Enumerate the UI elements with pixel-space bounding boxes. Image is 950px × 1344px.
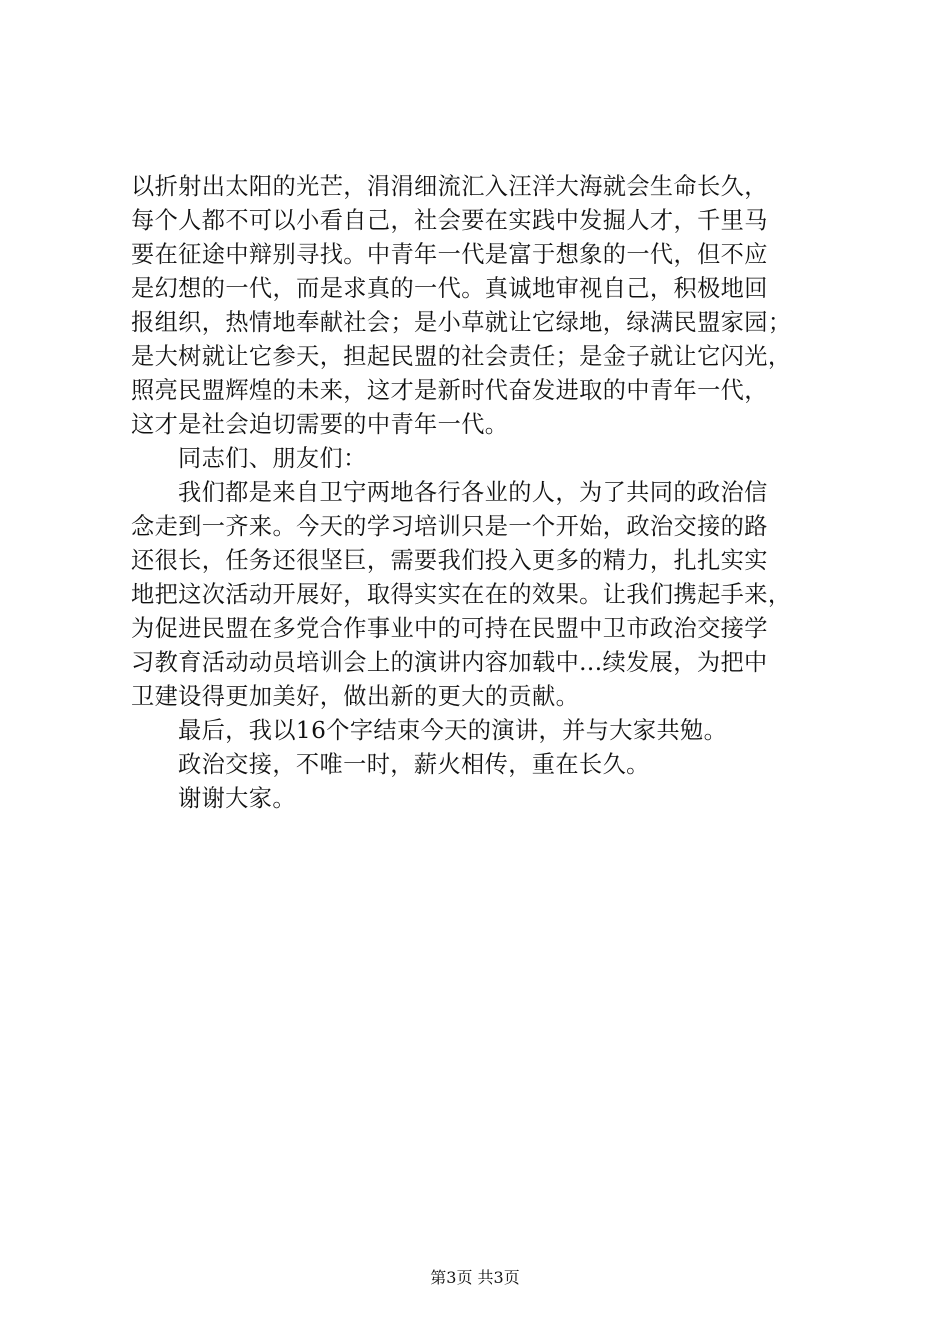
page-number-footer: 第3页 共3页 <box>430 1268 520 1287</box>
paragraph-line: 是大树就让它参天，担起民盟的社会责任；是金子就让它闪光， <box>131 343 792 370</box>
paragraph-line: 卫建设得更加美好，做出新的更大的贡献。 <box>131 683 580 710</box>
paragraph-line: 以折射出太阳的光芒，涓涓细流汇入汪洋大海就会生命长久， <box>131 173 768 200</box>
salutation-line: 同志们、朋友们： <box>178 445 367 472</box>
paragraph-line: 我们都是来自卫宁两地各行各业的人，为了共同的政治信 <box>178 479 768 506</box>
paragraph-line: 是幻想的一代，而是求真的一代。真诚地审视自己，积极地回 <box>131 275 768 302</box>
paragraph-line: 每个人都不可以小看自己，社会要在实践中发掘人才，千里马 <box>131 207 768 234</box>
paragraph-line: 还很长，任务还很坚巨，需要我们投入更多的精力，扎扎实实 <box>131 547 768 574</box>
paragraph-line: 最后，我以16个字结束今天的演讲，并与大家共勉。 <box>178 717 728 744</box>
paragraph-line: 念走到一齐来。今天的学习培训只是一个开始，政治交接的路 <box>131 513 768 540</box>
motto-line: 政治交接，不唯一时，薪火相传，重在长久。 <box>178 751 650 778</box>
paragraph-line: 这才是社会迫切需要的中青年一代。 <box>131 411 509 438</box>
paragraph-line: 为促进民盟在多党合作事业中的可持在民盟中卫市政治交接学 <box>131 615 768 642</box>
paragraph-line: 照亮民盟辉煌的未来，这才是新时代奋发进取的中青年一代， <box>131 377 768 404</box>
paragraph-line: 要在征途中辩别寻找。中青年一代是富于想象的一代，但不应 <box>131 241 768 268</box>
paragraph-line: 习教育活动动员培训会上的演讲内容加载中...续发展，为把中 <box>131 649 768 676</box>
paragraph-line: 地把这次活动开展好，取得实实在在的效果。让我们携起手来， <box>131 581 792 608</box>
document-body <box>131 170 851 816</box>
paragraph-line: 报组织，热情地奉献社会；是小草就让它绿地，绿满民盟家园； <box>131 309 792 336</box>
closing-line: 谢谢大家。 <box>178 785 296 812</box>
